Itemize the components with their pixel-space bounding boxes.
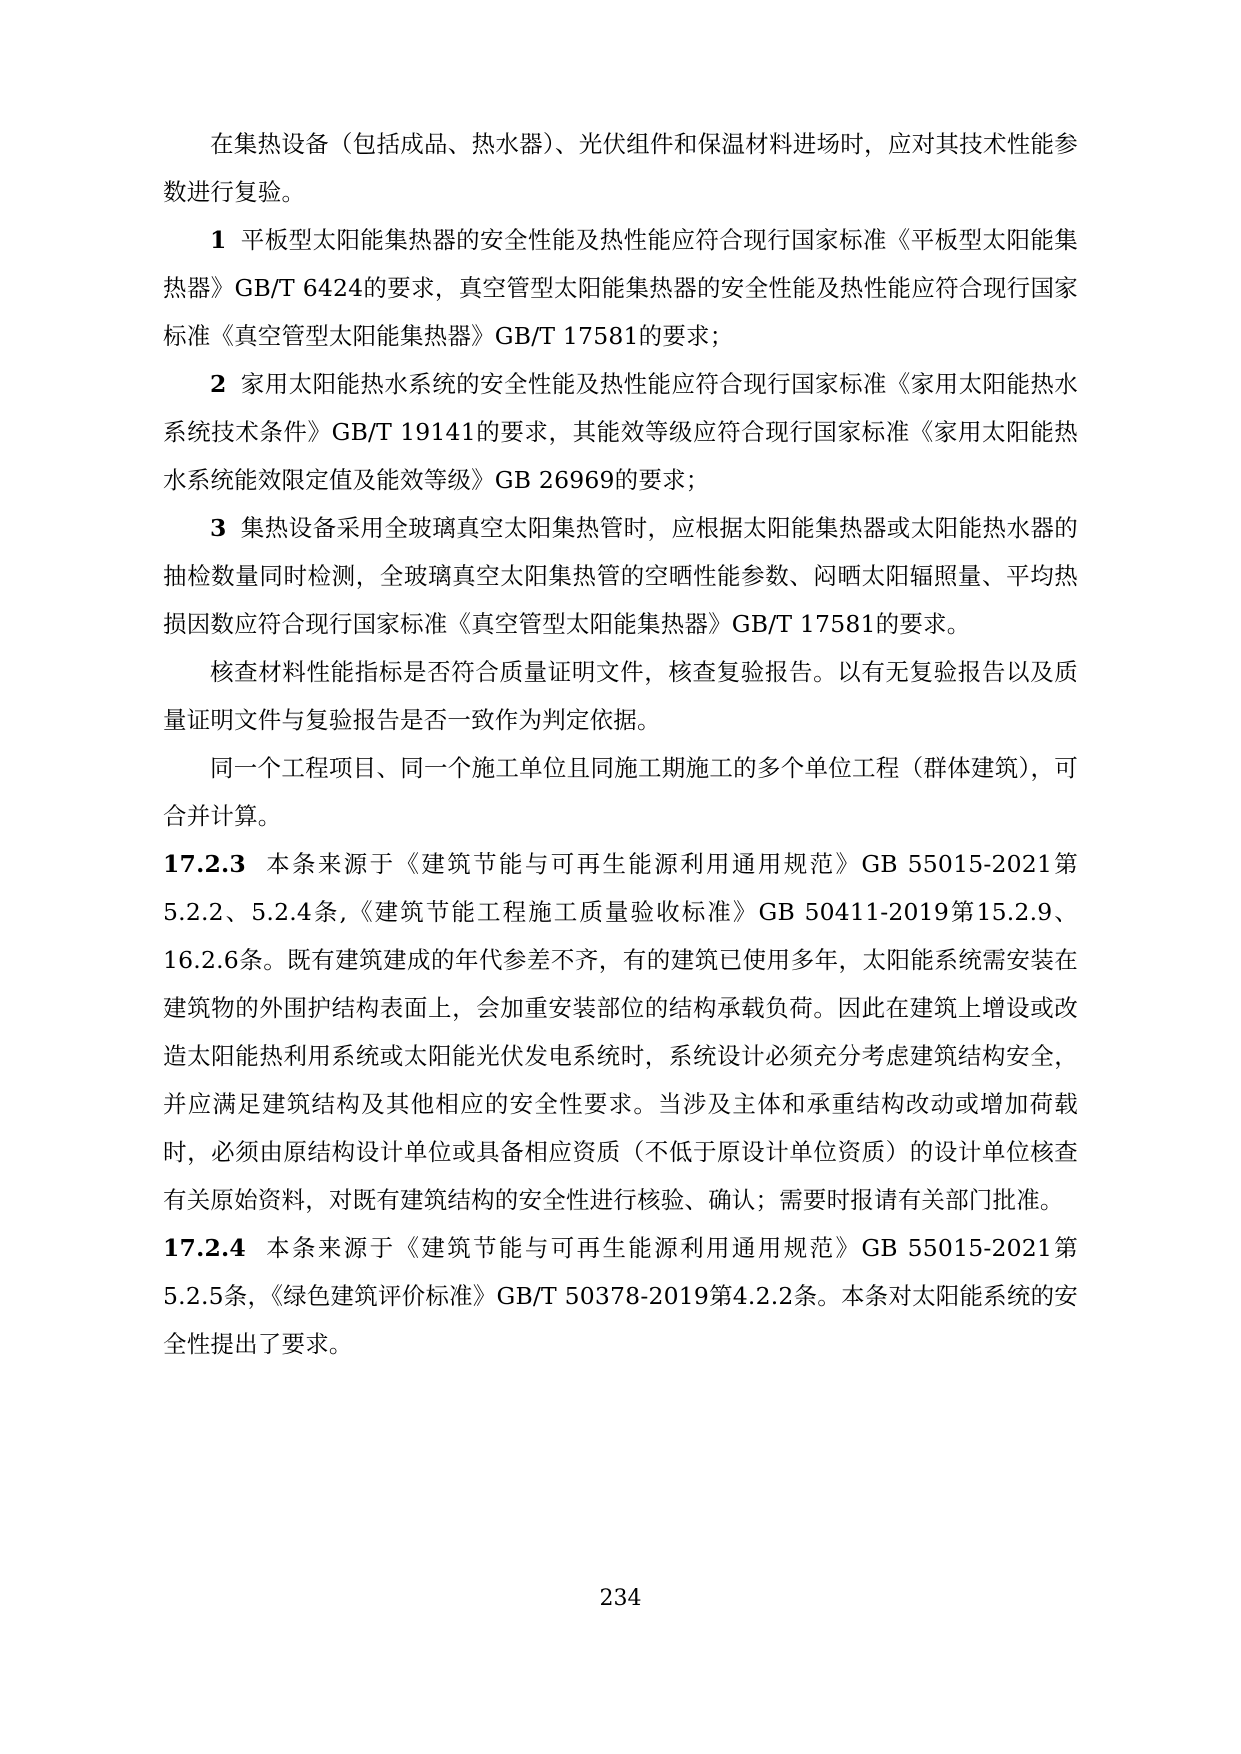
list-item-text: 家用太阳能热水系统的安全性能及热性能应符合现行国家标准《家用太阳能热水系统技术条件》GB/T 19141的要求，其能效等级应符合现行国家标准《家用太阳能热水系统能效限定值及能效等级》GB 26969的要求； <box>163 370 1078 494</box>
clause-text: 本条来源于《建筑节能与可再生能源利用通用规范》GB 55015-2021第5.2.5条，《绿色建筑评价标准》GB/T 50378-2019第4.2.2条。本条对太阳能系统的安全性提出了要求。 <box>163 1234 1078 1358</box>
list-item-number: 3 <box>210 514 227 542</box>
page-content <box>163 120 1078 1368</box>
list-item <box>163 216 1078 360</box>
list-item-text: 平板型太阳能集热器的安全性能及热性能应符合现行国家标准《平板型太阳能集热器》GB/T 6424的要求，真空管型太阳能集热器的安全性能及热性能应符合现行国家标准《真空管型太阳能集热器》GB/T 17581的要求； <box>163 226 1078 350</box>
clause-17-2-3 <box>163 840 1078 1224</box>
clause-number: 17.2.3 <box>163 850 246 878</box>
paragraph-verification: 核查材料性能指标是否符合质量证明文件，核查复验报告。以有无复验报告以及质量证明文件与复验报告是否一致作为判定依据。 <box>163 658 1078 734</box>
clause-text: 本条来源于《建筑节能与可再生能源利用通用规范》GB 55015-2021第5.2.2、5.2.4条,《建筑节能工程施工质量验收标准》GB 50411-2019第15.2.9、16.2.6条。既有建筑建成的年代参差不齐，有的建筑已使用多年，太阳能系统需安装在建筑物的外围护结构表面上，会加重安装部位的结构承载负荷。因此在建筑上增设或改造太阳能热利用系统或太阳能光伏发电系统时，系统设计必须充分考虑建筑结构安全，并应满足建筑结构及其他相应的安全性要求。当涉及主体和承重结构改动或增加荷载时，必须由原结构设计单位或具备相应资质（不低于原设计单位资质）的设计单位核查有关原始资料，对既有建筑结构的安全性进行核验、确认；需要时报请有关部门批准。 <box>163 850 1078 1214</box>
clause-number: 17.2.4 <box>163 1234 246 1262</box>
list-item-number: 1 <box>210 226 227 254</box>
list-item-text: 集热设备采用全玻璃真空太阳集热管时，应根据太阳能集热器或太阳能热水器的抽检数量同时检测，全玻璃真空太阳集热管的空晒性能参数、闷晒太阳辐照量、平均热损因数应符合现行国家标准《真空管型太阳能集热器》GB/T 17581的要求。 <box>163 514 1078 638</box>
page-number: 234 <box>599 1586 642 1611</box>
paragraph-intro: 在集热设备（包括成品、热水器）、光伏组件和保温材料进场时，应对其技术性能参数进行复验。 <box>163 130 1078 206</box>
list-item <box>163 504 1078 648</box>
list-item-number: 2 <box>210 370 227 398</box>
list-item <box>163 360 1078 504</box>
clause-17-2-4 <box>163 1224 1078 1368</box>
paragraph-merge-rule: 同一个工程项目、同一个施工单位且同施工期施工的多个单位工程（群体建筑），可合并计算。 <box>163 754 1078 830</box>
